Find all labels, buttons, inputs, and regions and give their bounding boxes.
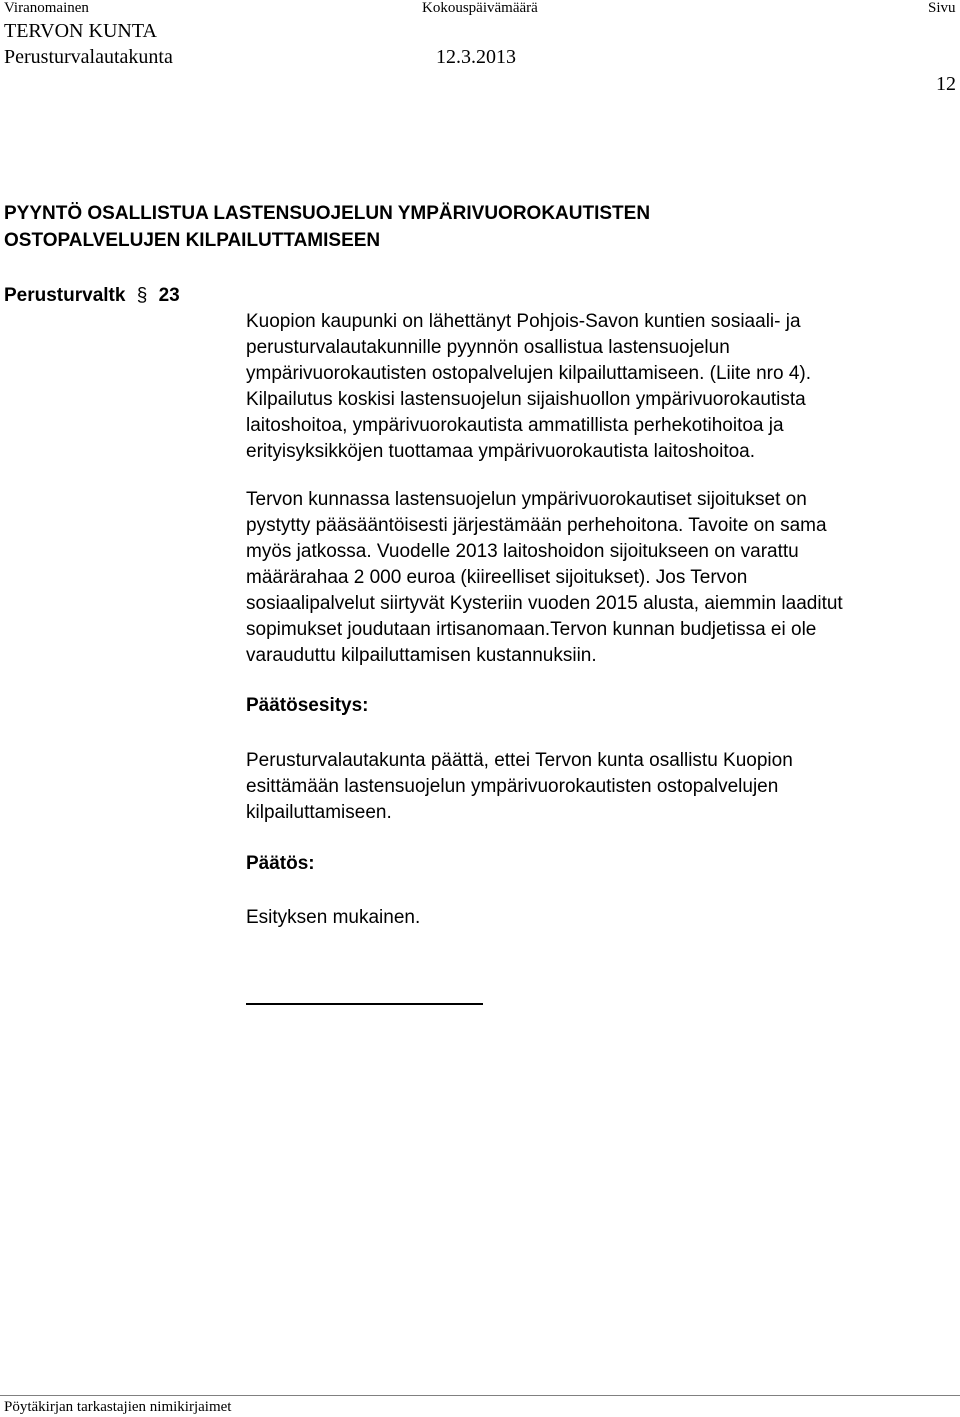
header-organization: TERVON KUNTA xyxy=(4,20,157,42)
proposal-text xyxy=(246,748,956,826)
paragraph-line: varauduttu kilpailuttamisen kustannuksiin. xyxy=(246,645,597,666)
header-board: Perusturvalautakunta xyxy=(4,46,173,68)
paragraph-line: myös jatkossa. Vuodelle 2013 laitoshoidon sijoitukseen on varattu xyxy=(246,541,799,562)
page-title-line-1: PYYNTÖ OSALLISTUA LASTENSUOJELUN YMPÄRIVUOROKAUTISTEN xyxy=(4,203,651,224)
decision-text: Esityksen mukainen. xyxy=(246,907,421,928)
proposal-line: kilpailuttamiseen. xyxy=(246,802,392,823)
paragraph-line: sopimukset joudutaan irtisanomaan.Tervon kunnan budjetissa ei ole xyxy=(246,619,817,640)
paragraph-line: Kilpailutus koskisi lastensuojelun sijaishuollon ympärivuorokautista xyxy=(246,389,806,410)
header-label-page: Sivu xyxy=(928,0,956,16)
paragraph-situation xyxy=(246,487,956,669)
section-ref-prefix: Perusturvaltk xyxy=(4,285,126,306)
signature-line xyxy=(246,1003,483,1005)
page-title-line-2: OSTOPALVELUJEN KILPAILUTTAMISEEN xyxy=(4,230,381,251)
header-page-number: 12 xyxy=(936,73,956,95)
section-symbol: § xyxy=(136,285,148,306)
header-label-meeting-date: Kokouspäivämäärä xyxy=(422,0,538,16)
paragraph-line: Kuopion kaupunki on lähettänyt Pohjois-Savon kuntien sosiaali- ja xyxy=(246,311,801,332)
paragraph-line: sosiaalipalvelut siirtyvät Kysteriin vuoden 2015 alusta, aiemmin laaditut xyxy=(246,593,843,614)
decision-heading: Päätös: xyxy=(246,853,315,874)
proposal-line: Perusturvalautakunta päättä, ettei Tervon kunta osallistu Kuopion xyxy=(246,750,793,771)
paragraph-line: erityisyksikköjen tuottamaa ympärivuorokautista laitoshoitoa. xyxy=(246,441,756,462)
paragraph-line: Tervon kunnassa lastensuojelun ympärivuorokautiset sijoitukset on xyxy=(246,489,807,510)
header-label-authority: Viranomainen xyxy=(4,0,89,16)
footer-divider xyxy=(0,1395,960,1396)
header-date: 12.3.2013 xyxy=(436,46,516,68)
footer-initials-label: Pöytäkirjan tarkastajien nimikirjaimet xyxy=(4,1399,232,1415)
paragraph-line: perusturvalautakunnille pyynnön osallistua lastensuojelun xyxy=(246,337,730,358)
paragraph-line: määrärahaa 2 000 euroa (kiireelliset sijoitukset). Jos Tervon xyxy=(246,567,748,588)
paragraph-background xyxy=(246,309,956,465)
paragraph-line: pystytty pääsääntöisesti järjestämään perhehoitona. Tavoite on sama xyxy=(246,515,827,536)
paragraph-line: ympärivuorokautisten ostopalvelujen kilpailuttamiseen. (Liite nro 4). xyxy=(246,363,812,384)
proposal-line: esittämään lastensuojelun ympärivuorokautisten ostopalvelujen xyxy=(246,776,779,797)
paragraph-line: laitoshoitoa, ympärivuorokautista ammatillista perhekotihoitoa ja xyxy=(246,415,784,436)
section-reference xyxy=(4,285,180,307)
proposal-heading: Päätösesitys: xyxy=(246,695,369,716)
section-ref-number: 23 xyxy=(158,285,180,306)
